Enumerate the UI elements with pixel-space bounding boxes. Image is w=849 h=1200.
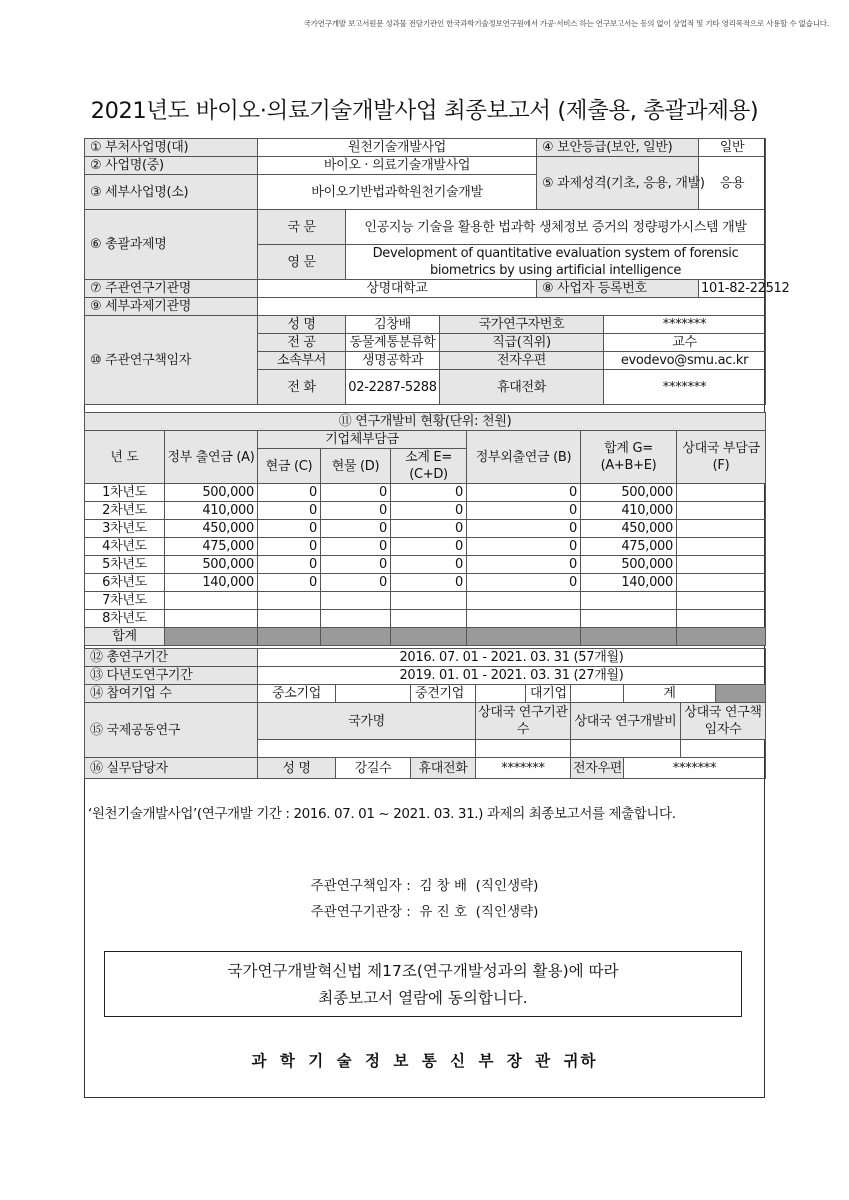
nongov-cell: 0: [467, 556, 581, 574]
partner-cell: [677, 556, 766, 574]
funding-row: [85, 502, 766, 520]
report-title: 2021년도 바이오·의료기술개발사업 최종보고서 (제출용, 총괄과제용): [90, 98, 759, 124]
intl-label: ⑮ 국제공동연구: [85, 703, 258, 758]
sub-org-label: ⑨ 세부과제기관명: [85, 298, 258, 316]
subtotal-cell: 0: [391, 484, 467, 502]
sme-value: [336, 685, 411, 703]
multi-period-label: ⑬ 다년도연구기간: [85, 667, 258, 685]
sub-program-label: ③ 세부사업명(소): [85, 175, 258, 210]
security-label: ④ 보안등급(보안, 일반): [537, 139, 699, 157]
year-cell: 8차년도: [85, 610, 165, 628]
col-nongov: 정부외출연금 (B): [467, 431, 581, 484]
partner-cell: [677, 520, 766, 538]
year-cell: 6차년도: [85, 574, 165, 592]
pi-mobile-label: 휴대전화: [440, 370, 604, 405]
gov-cell: 475,000: [165, 538, 258, 556]
subtotal-cell: 0: [391, 520, 467, 538]
intl-orgs-header: 상대국 연구기관수: [476, 703, 571, 740]
gov-cell: 450,000: [165, 520, 258, 538]
consent-box: [104, 951, 742, 1017]
intl-budget-value: [571, 740, 681, 758]
funding-row: [85, 574, 766, 592]
inkind-cell: 0: [321, 574, 391, 592]
year-cell: 7차년도: [85, 592, 165, 610]
pi-email-value: evodevo@smu.ac.kr: [604, 352, 766, 370]
cash-cell: 0: [258, 538, 321, 556]
large-label: 대기업: [526, 685, 571, 703]
pi-mobile-value: *******: [604, 370, 766, 405]
nongov-cell: 0: [467, 484, 581, 502]
nongov-cell: 0: [467, 502, 581, 520]
total-period-label: ⑫ 총연구기간: [85, 649, 258, 667]
project-title-label: ⑥ 총괄과제명: [85, 210, 258, 280]
program-value: 바이오 · 의료기술개발사업: [258, 157, 537, 175]
funding-row: [85, 592, 766, 610]
head-signature: 주관연구기관장 : 유 진 호 (직인생략): [310, 904, 539, 920]
col-year: 년 도: [85, 431, 165, 484]
korean-title-label: 국 문: [258, 210, 346, 245]
total-cell: 475,000: [581, 538, 677, 556]
consent-line-1: 국가연구개발혁신법 제17조(연구개발성과의 활용)에 따라: [227, 962, 619, 980]
col-partner: 상대국 부담금 (F): [677, 431, 766, 484]
sum-cell: [258, 628, 321, 646]
partners-label: ⑭ 참여기업 수: [85, 685, 258, 703]
col-cash: 현금 (C): [258, 449, 321, 484]
col-inkind: 현물 (D): [321, 449, 391, 484]
funding-row: [85, 484, 766, 502]
total-cell: 410,000: [581, 502, 677, 520]
nongov-cell: 0: [467, 574, 581, 592]
staff-mobile-label: 휴대전화: [411, 758, 476, 779]
intl-pis-header: 상대국 연구책임자수: [681, 703, 766, 740]
nature-label: ⑤ 과제성격(기초, 응용, 개발): [537, 157, 699, 210]
cash-cell: [258, 610, 321, 628]
funding-row: [85, 556, 766, 574]
sum-cell: [165, 628, 258, 646]
cash-cell: 0: [258, 502, 321, 520]
inkind-cell: 0: [321, 556, 391, 574]
staff-label: ⑯ 실무담당자: [85, 758, 258, 779]
gov-cell: [165, 592, 258, 610]
total-period-value: 2016. 07. 01 - 2021. 03. 31 (57개월): [258, 649, 766, 667]
total-cell: 500,000: [581, 484, 677, 502]
total-cell: 140,000: [581, 574, 677, 592]
project-info-table: [84, 138, 790, 405]
recipient: 과 학 기 술 정 보 통 신 부 장 관 귀하: [251, 1052, 598, 1070]
cash-cell: [258, 592, 321, 610]
subtotal-cell: [391, 592, 467, 610]
sum-cell: [391, 628, 467, 646]
dept-program-value: 원천기술개발사업: [258, 139, 537, 157]
midsize-value: [476, 685, 526, 703]
total-cell: 450,000: [581, 520, 677, 538]
midsize-label: 중견기업: [411, 685, 476, 703]
nongov-cell: 0: [467, 538, 581, 556]
inkind-cell: 0: [321, 484, 391, 502]
total-cell: [581, 610, 677, 628]
pi-affil-label: 소속부서: [258, 352, 346, 370]
pi-major-value: 동물계통분류학: [346, 334, 440, 352]
staff-name-value: 강길수: [336, 758, 411, 779]
researcher-no-label: 국가연구자번호: [440, 316, 604, 334]
year-cell: 3차년도: [85, 520, 165, 538]
funding-header: ⑪ 연구개발비 현황(단위: 천원): [85, 413, 766, 431]
pi-affil-value: 생명공학과: [346, 352, 440, 370]
inkind-cell: [321, 592, 391, 610]
gov-cell: 500,000: [165, 484, 258, 502]
nongov-cell: 0: [467, 520, 581, 538]
intl-orgs-value: [476, 740, 571, 758]
signature-block: [0, 873, 849, 925]
usage-notice: 국가연구개발 보고서원문 성과물 전담기관인 한국과학기술정보연구원에서 가공·서비스 하는 연구보고서는 동의 없이 상업적 및 기타 영리목적으로 사용할 수 없습니다.: [303, 19, 829, 28]
funding-row: [85, 610, 766, 628]
cash-cell: 0: [258, 484, 321, 502]
sub-program-value: 바이오기반법과학원천기술개발: [258, 175, 537, 210]
sum-cell: [581, 628, 677, 646]
col-gov: 정부 출연금 (A): [165, 431, 258, 484]
lead-org-value: 상명대학교: [258, 280, 537, 298]
periods-table: [84, 648, 766, 779]
subtotal-cell: 0: [391, 556, 467, 574]
inkind-cell: 0: [321, 502, 391, 520]
inkind-cell: [321, 610, 391, 628]
cash-cell: 0: [258, 556, 321, 574]
year-cell: 4차년도: [85, 538, 165, 556]
biz-no-label: ⑧ 사업자 등록번호: [537, 280, 699, 298]
nongov-cell: [467, 610, 581, 628]
staff-name-label: 성 명: [258, 758, 336, 779]
year-cell: 1차년도: [85, 484, 165, 502]
funding-row: [85, 538, 766, 556]
biz-no-value: 101-82-22512: [699, 280, 766, 298]
col-corp: 기업체부담금: [258, 431, 467, 449]
total-label: 계: [624, 685, 716, 703]
gov-cell: 500,000: [165, 556, 258, 574]
sme-label: 중소기업: [258, 685, 336, 703]
partner-cell: [677, 610, 766, 628]
dept-program-label: ① 부처사업명(대): [85, 139, 258, 157]
gov-cell: 410,000: [165, 502, 258, 520]
staff-email-value: *******: [624, 758, 766, 779]
partner-cell: [677, 592, 766, 610]
pi-signature: 주관연구책임자 : 김 창 배 (직인생략): [310, 878, 539, 894]
intl-country-value: [258, 740, 476, 758]
intl-pis-value: [681, 740, 766, 758]
gov-cell: 140,000: [165, 574, 258, 592]
pi-label: ⑩ 주관연구책임자: [85, 316, 258, 405]
lead-org-label: ⑦ 주관연구기관명: [85, 280, 258, 298]
pi-phone-label: 전 화: [258, 370, 346, 405]
funding-table: [84, 412, 766, 646]
pi-name-value: 김창배: [346, 316, 440, 334]
nature-value: 응용: [699, 157, 766, 210]
year-cell: 2차년도: [85, 502, 165, 520]
korean-title-value: 인공지능 기술을 활용한 법과학 생체정보 증거의 정량평가시스템 개발: [346, 210, 766, 245]
large-value: [571, 685, 624, 703]
pi-position-label: 직급(직위): [440, 334, 604, 352]
gov-cell: [165, 610, 258, 628]
inkind-cell: 0: [321, 520, 391, 538]
funding-row: [85, 520, 766, 538]
partner-cell: [677, 538, 766, 556]
cash-cell: 0: [258, 574, 321, 592]
pi-phone-value: 02-2287-5288: [346, 370, 440, 405]
program-label: ② 사업명(중): [85, 157, 258, 175]
intl-budget-header: 상대국 연구개발비: [571, 703, 681, 740]
pi-email-label: 전자우편: [440, 352, 604, 370]
english-title-label: 영 문: [258, 245, 346, 280]
total-value: [716, 685, 766, 703]
sum-cell: [677, 628, 766, 646]
total-cell: [581, 592, 677, 610]
subtotal-cell: 0: [391, 502, 467, 520]
subtotal-cell: 0: [391, 574, 467, 592]
sub-org-value: [258, 298, 766, 316]
cash-cell: 0: [258, 520, 321, 538]
sum-cell: [321, 628, 391, 646]
pi-position-value: 교수: [604, 334, 766, 352]
sum-label: 합계: [85, 628, 165, 646]
col-subtotal: 소계 E=(C+D): [391, 449, 467, 484]
partner-cell: [677, 502, 766, 520]
sum-cell: [467, 628, 581, 646]
multi-period-value: 2019. 01. 01 - 2021. 03. 31 (27개월): [258, 667, 766, 685]
nongov-cell: [467, 592, 581, 610]
partner-cell: [677, 484, 766, 502]
subtotal-cell: 0: [391, 538, 467, 556]
english-title-value: Development of quantitative evaluation system of forensic biometrics by using artificial intelligence: [346, 245, 766, 280]
inkind-cell: 0: [321, 538, 391, 556]
staff-email-label: 전자우편: [571, 758, 624, 779]
submission-statement: ‘원천기술개발사업’(연구개발 기간 : 2016. 07. 01 ~ 2021. 03. 31.) 과제의 최종보고서를 제출합니다.: [88, 806, 676, 822]
researcher-no-value: *******: [604, 316, 766, 334]
consent-line-2: 최종보고서 열람에 동의합니다.: [318, 989, 528, 1007]
security-value: 일반: [699, 139, 766, 157]
year-cell: 5차년도: [85, 556, 165, 574]
total-cell: 500,000: [581, 556, 677, 574]
intl-country-header: 국가명: [258, 703, 476, 740]
col-total: 합계 G=(A+B+E): [581, 431, 677, 484]
staff-mobile-value: *******: [476, 758, 571, 779]
pi-major-label: 전 공: [258, 334, 346, 352]
pi-name-label: 성 명: [258, 316, 346, 334]
subtotal-cell: [391, 610, 467, 628]
partner-cell: [677, 574, 766, 592]
